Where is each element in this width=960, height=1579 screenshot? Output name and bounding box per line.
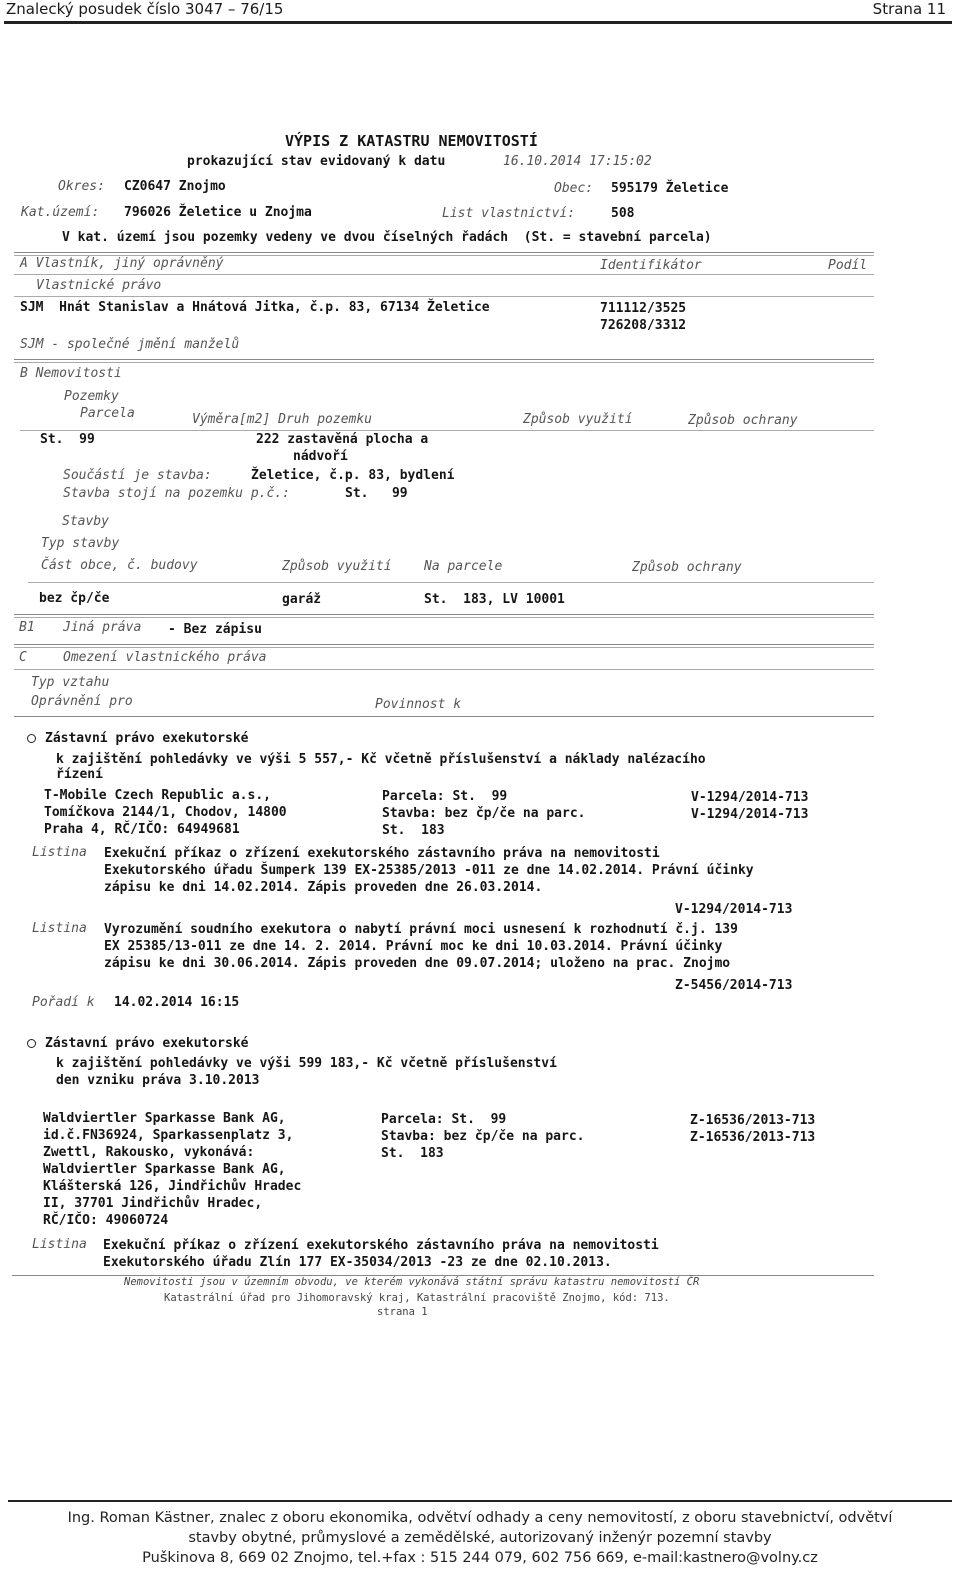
b1-value: - Bez zápisu [168,622,262,637]
lien-1-line-2: řízení [56,767,103,782]
lien-2-creditor-7: RČ/IČO: 49060724 [43,1213,169,1228]
zpusob-vyuziti-2: Způsob využití [282,559,392,574]
okres-value: CZ0647 Znojmo [124,179,226,194]
lien-1-listina-label: Listina [32,845,87,860]
col-parcela: Parcela [80,406,135,421]
owner-line: SJM Hnát Stanislav a Hnátová Jitka, č.p. 83, 67134 Želetice [20,300,490,315]
parcel-area: 222 zastavěná plocha a [256,432,429,447]
lien-1-title: Zástavní právo exekutorské [45,731,249,746]
lien-2-line-2: den vzniku práva 3.10.2013 [56,1073,260,1088]
footer-line-2: stavby obytné, průmyslové a zemědělské, autorizovaný inženýr pozemní stavby [188,1530,772,1546]
lien-1-listina-2-label: Listina [32,921,87,936]
owner-id-1: 711112/3525 [600,301,687,316]
extract-title: VÝPIS Z KATASTRU NEMOVITOSTÍ [285,132,538,150]
lien-2-listina-l2: Exekutorského úřadu Zlín 177 EX-35034/2013 -23 ze dne 02.10.2013. [103,1255,612,1270]
bez-cp: bez čp/če [39,591,110,606]
extract-date: 16.10.2014 17:15:02 [503,154,652,169]
lien-2-title: Zástavní právo exekutorské [45,1036,249,1051]
lien-2-creditor-4: Waldviertler Sparkasse Bank AG, [43,1162,286,1177]
sjm-note: SJM - společné jmění manželů [20,337,240,352]
lien-2-object-2: Stavba: bez čp/če na parc. [381,1129,585,1144]
lien-2-creditor-1: Waldviertler Sparkasse Bank AG, [43,1111,286,1126]
lien-1-creditor-3: Praha 4, RČ/IČO: 64949681 [44,822,240,837]
garaz: garáž [282,592,322,607]
obec-label: Obec: [554,181,594,196]
soucasti-label: Součástí je stavba: [63,468,212,483]
extract-foot-3: strana 1 [377,1306,428,1318]
lien-1-listina-1-l3: zápisu ke dni 14.02.2014. Zápis proveden dne 26.03.2014. [104,880,543,895]
footer-rule [8,1500,952,1502]
lien-1-object-1: Parcela: St. 99 [382,789,508,804]
lv-label: List vlastnictví: [442,206,576,221]
poradi-value: 14.02.2014 16:15 [114,995,240,1010]
lien-2-bullet [27,1039,36,1048]
soucasti-value: Želetice, č.p. 83, bydlení [251,468,455,483]
okres-label: Okres: [58,179,105,194]
footer-line-1: Ing. Roman Kästner, znalec z oboru ekonomika, odvětví odhady a ceny nemovitostí, z oboru stavebnictví, odvětví [67,1510,893,1526]
stavba-stoji-value: St. 99 [345,486,408,501]
c-text: Omezení vlastnického práva [63,650,267,665]
two-series-note: V kat. území jsou pozemky vedeny ve dvou číselných řadách (St. = stavební parcela) [62,230,712,245]
obec-value: 595179 Želetice [611,181,729,196]
lien-2-listina-label: Listina [32,1237,87,1252]
podil-label: Podíl [828,258,868,273]
poradi-label: Pořadí k [32,995,95,1010]
katuzemi-value: 796026 Želetice u Znojma [124,205,312,220]
zpusob-ochrany-2: Způsob ochrany [632,560,742,575]
lien-2-object-3: St. 183 [381,1146,444,1161]
lien-1-listina-1-ref: V-1294/2014-713 [675,902,793,917]
b1-label: B1 [19,620,35,635]
header-page-number: Strana 11 [872,0,946,18]
parcel-area-2: nádvoří [293,449,348,464]
lien-1-listina-2-l1: Vyrozumění soudního exekutora o nabytí právní moci usnesení k rozhodnutí č.j. 139 [104,922,738,937]
section-a-label: A Vlastník, jiný oprávněný [20,256,224,271]
lien-1-listina-2-l2: EX 25385/13-011 ze dne 14. 2. 2014. Právní moc ke dni 10.03.2014. Právní účinky [104,939,723,954]
header-rule [4,21,952,24]
typ-stavby-label: Typ stavby [41,536,120,551]
lien-1-listina-2-ref: Z-5456/2014-713 [675,978,793,993]
col-vyuziti: Způsob využití [523,412,633,427]
lien-2-ref-1: Z-16536/2013-713 [690,1113,816,1128]
parcel-st: St. 99 [40,432,95,447]
extract-foot-2: Katastrální úřad pro Jihomoravský kraj, Katastrální pracoviště Znojmo, kód: 713. [164,1292,670,1304]
stavba-stoji-label: Stavba stojí na pozemku p.č.: [63,486,290,501]
povinnost-k-label: Povinnost k [375,697,462,712]
lien-2-object-1: Parcela: St. 99 [381,1112,507,1127]
lien-1-ref-2: V-1294/2014-713 [691,807,809,822]
pozemky-label: Pozemky [64,389,119,404]
extract-subtitle: prokazující stav evidovaný k datu [187,154,446,169]
lien-1-line-1: k zajištění pohledávky ve výši 5 557,- Kč včetně příslušenství a náklady nalézacího [56,752,706,767]
section-b-label: B Nemovitosti [20,366,122,381]
stavby-label: Stavby [62,514,109,529]
b1-text: Jiná práva [63,620,142,635]
garaz-parcel: St. 183, LV 10001 [424,592,565,607]
owner-id-2: 726208/3312 [600,318,687,333]
lien-2-creditor-6: II, 37701 Jindřichův Hradec, [43,1196,263,1211]
lien-1-bullet [27,734,36,743]
lien-1-object-2: Stavba: bez čp/če na parc. [382,806,586,821]
lien-2-creditor-2: id.č.FN36924, Sparkassenplatz 3, [43,1128,294,1143]
extract-foot-1: Nemovitosti jsou v územním obvodu, ve kterém vykonává státní správu katastru nemovitostí ČR [124,1276,700,1288]
col-ochrana: Způsob ochrany [688,413,798,428]
lien-2-creditor-3: Zwettl, Rakousko, vykonává: [43,1145,255,1160]
lv-value: 508 [611,206,635,221]
lien-2-listina-l1: Exekuční příkaz o zřízení exekutorského zástavního práva na nemovitosti [103,1238,659,1253]
na-parcele-label: Na parcele [424,559,503,574]
lien-1-listina-1-l2: Exekutorského úřadu Šumperk 139 EX-25385/2013 -011 ze dne 14.02.2014. Právní účinky [104,863,754,878]
footer-line-3: Puškinova 8, 669 02 Znojmo, tel.+fax : 515 244 079, 602 756 669, e-mail:kastnero@volny.cz [142,1550,818,1566]
katuzemi-label: Kat.území: [21,205,100,220]
lien-1-object-3: St. 183 [382,823,445,838]
header-doc-number: Znalecký posudek číslo 3047 – 76/15 [6,0,284,18]
lien-1-listina-1-l1: Exekuční příkaz o zřízení exekutorského zástavního práva na nemovitosti [104,846,660,861]
typ-vztahu-label: Typ vztahu [31,675,110,690]
lien-1-listina-2-l3: zápisu ke dni 30.06.2014. Zápis proveden dne 09.07.2014; uloženo na prac. Znojmo [104,956,731,971]
col-vymera: Výměra[m2] Druh pozemku [192,412,373,427]
lien-1-creditor-1: T-Mobile Czech Republic a.s., [44,788,271,803]
lien-2-creditor-5: Klášterská 126, Jindřichův Hradec [43,1179,302,1194]
lien-2-line-1: k zajištění pohledávky ve výši 599 183,- Kč včetně příslušenství [56,1056,557,1071]
c-label: C [19,650,27,665]
cast-obce-label: Část obce, č. budovy [41,558,198,573]
lien-2-ref-2: Z-16536/2013-713 [690,1130,816,1145]
lien-1-creditor-2: Tomíčkova 2144/1, Chodov, 14800 [44,805,287,820]
vlastnicke-pravo-label: Vlastnické právo [36,278,162,293]
lien-1-ref-1: V-1294/2014-713 [691,790,809,805]
opravneni-pro-label: Oprávnění pro [31,694,133,709]
identifikator-label: Identifikátor [600,258,702,273]
